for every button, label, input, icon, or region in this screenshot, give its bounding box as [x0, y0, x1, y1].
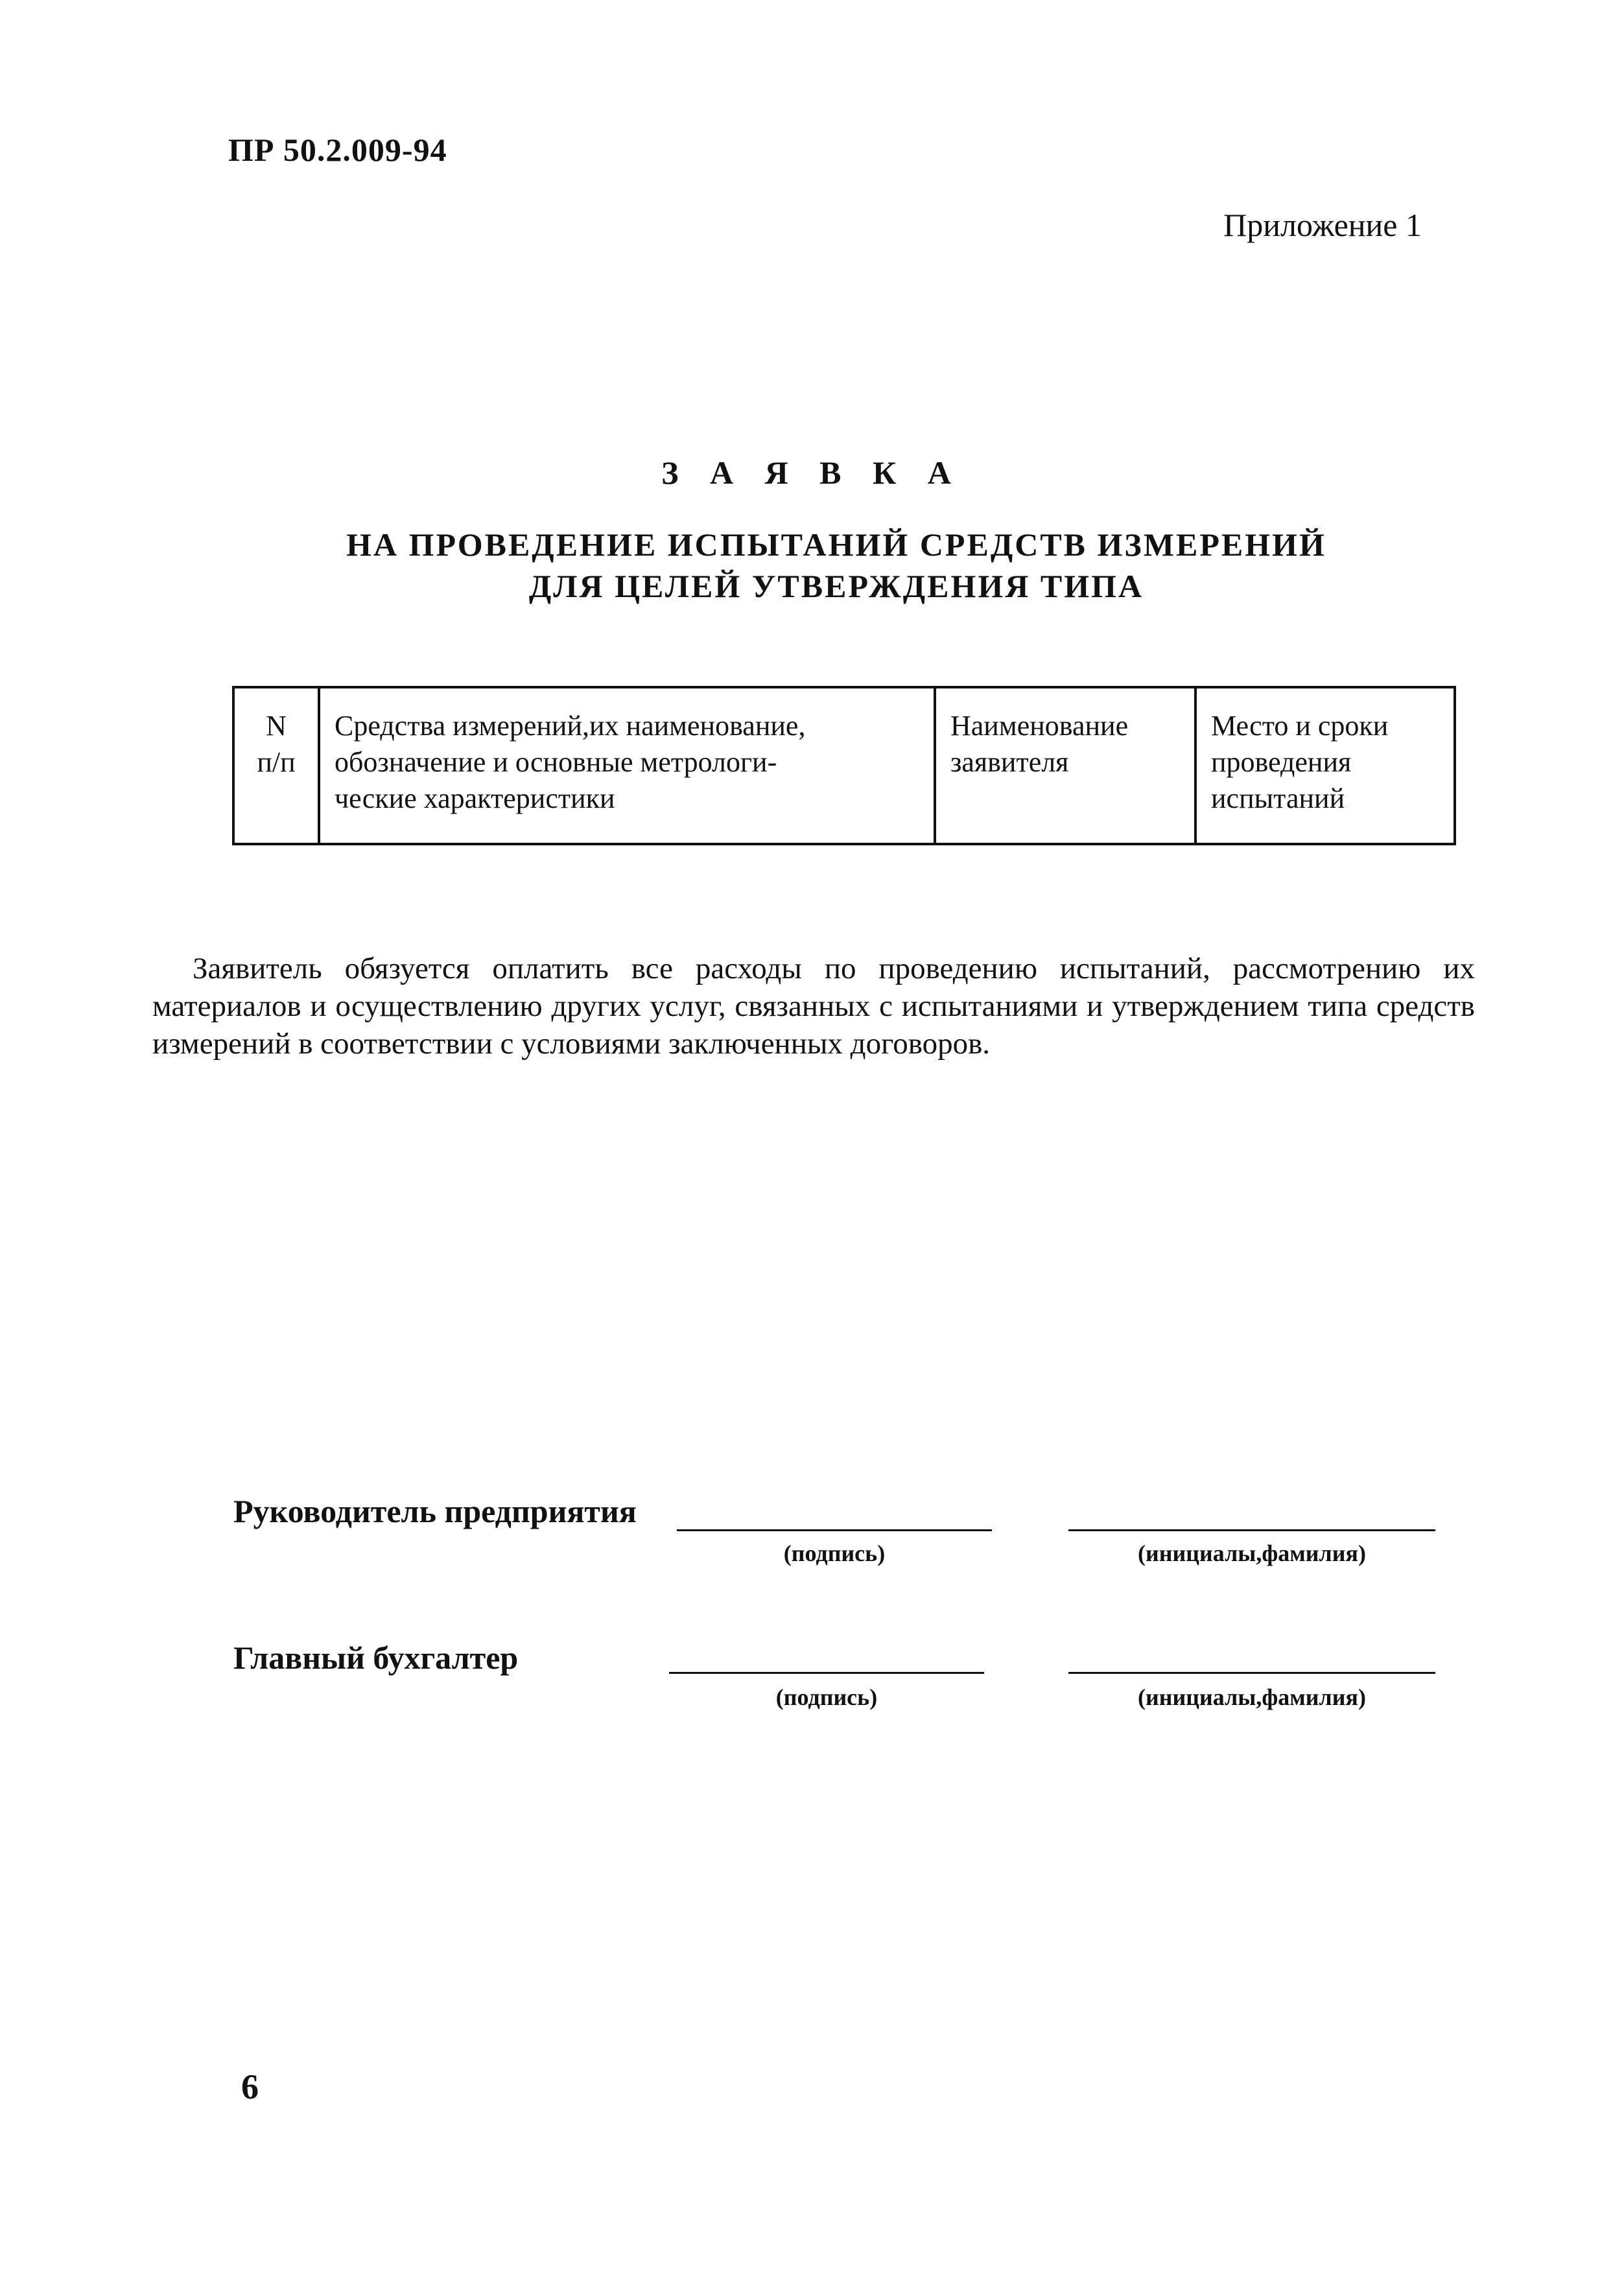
accountant-name-line[interactable] [1068, 1672, 1435, 1674]
column-place-and-dates: Место и сроки проведения испытаний [1195, 687, 1455, 844]
column-applicant: Наименование заявителя [935, 687, 1195, 844]
accountant-name-caption: (инициалы,фамилия) [1138, 1684, 1366, 1710]
director-name-caption: (инициалы,фамилия) [1138, 1540, 1366, 1566]
director-signature-line[interactable] [677, 1529, 992, 1531]
column-instruments: Средства измерений,их наименование, обозначение и основные метрологи- ческие характеристики [319, 687, 935, 844]
director-label: Руководитель предприятия [233, 1493, 637, 1529]
document-code: ПР 50.2.009-94 [228, 132, 447, 168]
document-subtitle [279, 524, 1394, 607]
application-table [232, 686, 1456, 845]
accountant-signature-caption: (подпись) [775, 1684, 878, 1710]
appendix-label: Приложение 1 [1223, 207, 1422, 243]
director-name-line[interactable] [1068, 1529, 1435, 1531]
accountant-signature-line[interactable] [669, 1672, 984, 1674]
subtitle-line-2: ДЛЯ ЦЕЛЕЙ УТВЕРЖДЕНИЯ ТИПА [528, 568, 1144, 604]
page-number: 6 [241, 2067, 259, 2106]
document-title: З А Я В К А [661, 454, 963, 491]
table-header-row [233, 687, 1455, 844]
subtitle-line-1: НА ПРОВЕДЕНИЕ ИСПЫТАНИЙ СРЕДСТВ ИЗМЕРЕНИЙ [346, 526, 1326, 563]
obligation-paragraph: Заявитель обязуется оплатить все расходы по проведению испытаний, рассмотрению их материалов и осуществлению других услуг, связанных с испытаниями и утверждением типа средств измерений в соответствии с условиями заключенных договоров. [152, 952, 1475, 1061]
chief-accountant-label: Главный бухгалтер [233, 1639, 519, 1676]
column-number: N п/п [233, 687, 319, 844]
director-signature-caption: (подпись) [783, 1540, 886, 1566]
